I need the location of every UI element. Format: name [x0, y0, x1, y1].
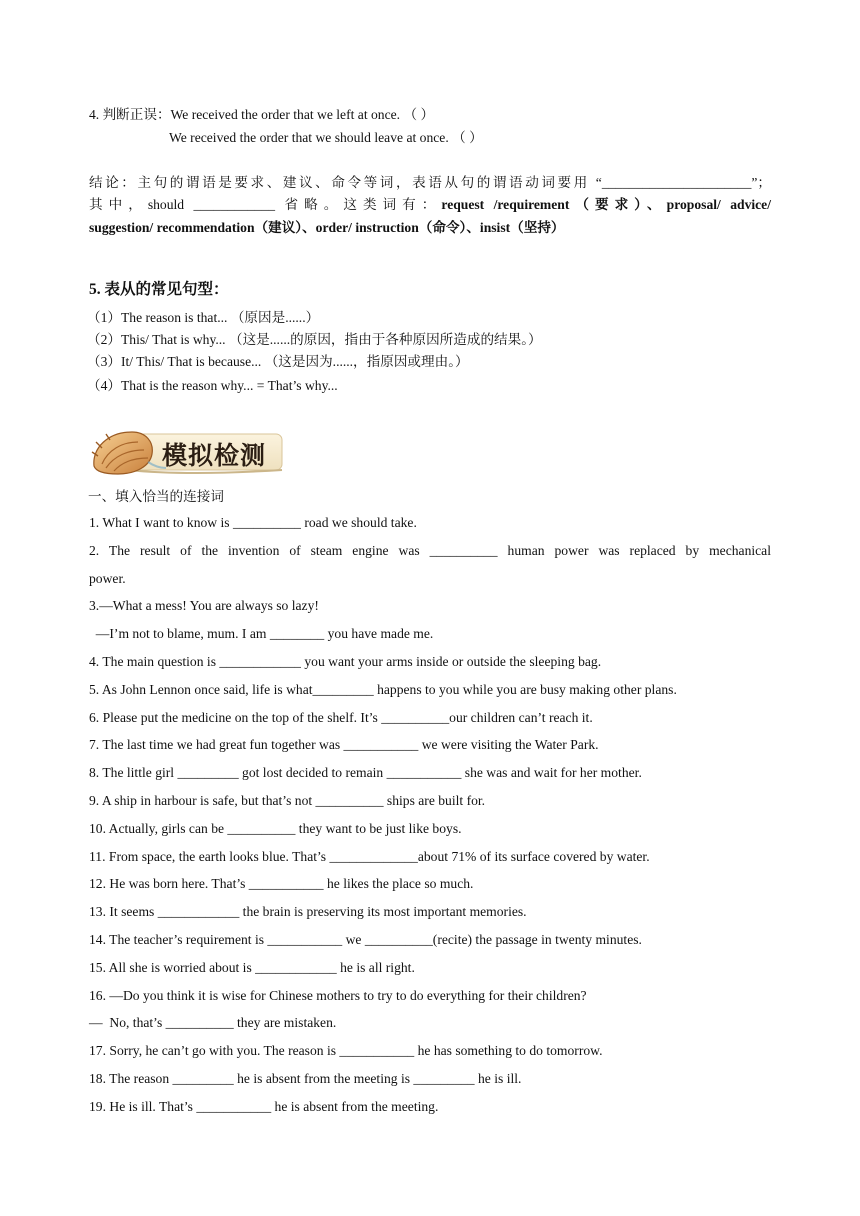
- conclusion-line-2-text: 其中，should ____________ 省略。这类词有：: [89, 197, 442, 212]
- exercise-line: 16. —Do you think it is wise for Chinese mothers to try to do everything for their children?: [89, 988, 587, 1003]
- conclusion-line-2: [89, 196, 771, 214]
- exercise-line: 12. He was born here. That’s ___________ he likes the place so much.: [89, 876, 474, 891]
- exercise-line: 14. The teacher’s requirement is ___________ we __________(recite) the passage in twenty minutes.: [89, 932, 642, 947]
- pattern-item: （1）The reason is that... （原因是......）: [87, 310, 320, 325]
- conclusion-keywords-1: request /requirement（要求）、proposal/ advice/: [441, 197, 771, 212]
- q4-line-2: We received the order that we should leave at once. （ ）: [169, 130, 483, 145]
- pattern-item: （2）This/ That is why... （这是......的原因，指由于各种原因所造成的结果。）: [87, 332, 542, 347]
- exercise-line: power.: [89, 571, 126, 586]
- exercise-line: 3.—What a mess! You are always so lazy!: [89, 598, 319, 613]
- exercise-line: 17. Sorry, he can’t go with you. The reason is ___________ he has something to do tomorrow.: [89, 1043, 603, 1058]
- exercise-line: 15. All she is worried about is ____________ he is all right.: [89, 960, 415, 975]
- exercise-title: 一、填入恰当的连接词: [88, 489, 224, 504]
- exercise-line: 1. What I want to know is __________ road we should take.: [89, 515, 417, 530]
- pattern-item: （4）That is the reason why... = That’s why...: [87, 378, 338, 393]
- exercise-line: 19. He is ill. That’s ___________ he is absent from the meeting.: [89, 1099, 439, 1114]
- q4-line-1: 4. 判断正误：We received the order that we left at once. （ ）: [89, 107, 435, 122]
- exercise-line: 2. The result of the invention of steam engine was __________ human power was replaced by mechanical: [89, 543, 771, 558]
- exercise-line: 13. It seems ____________ the brain is preserving its most important memories.: [89, 904, 527, 919]
- exercise-line: 7. The last time we had great fun together was ___________ we were visiting the Water Park.: [89, 737, 599, 752]
- exercise-line: — No, that’s __________ they are mistaken.: [89, 1015, 337, 1030]
- exercise-line: 4. The main question is ____________ you want your arms inside or outside the sleeping bag.: [89, 654, 602, 669]
- exercise-line: 5. As John Lennon once said, life is what_________ happens to you while you are busy making other plans.: [89, 682, 677, 697]
- practice-banner: [88, 426, 288, 480]
- section-5-heading: 5. 表从的常见句型：: [89, 281, 229, 298]
- conclusion-line-1: 结论：主句的谓语是要求、建议、命令等词，表语从句的谓语动词要用 “______________________”；: [89, 175, 771, 190]
- exercise-line: —I’m not to blame, mum. I am ________ you have made me.: [89, 626, 434, 641]
- exercise-line: 6. Please put the medicine on the top of the shelf. It’s __________our children can’t reach it.: [89, 710, 593, 725]
- exercise-line: 18. The reason _________ he is absent from the meeting is _________ he is ill.: [89, 1071, 522, 1086]
- exercise-line: 9. A ship in harbour is safe, but that’s not __________ ships are built for.: [89, 793, 486, 808]
- banner-title: 模拟检测: [162, 441, 267, 470]
- conclusion-keywords-2: suggestion/ recommendation（建议）、order/ instruction（命令）、insist（坚持）: [89, 220, 565, 235]
- exercise-line: 10. Actually, girls can be __________ they want to be just like boys.: [89, 821, 462, 836]
- pattern-item: （3）It/ This/ That is because... （这是因为......，指原因或理由。）: [87, 354, 469, 369]
- exercise-line: 8. The little girl _________ got lost decided to remain ___________ she was and wait for her mother.: [89, 765, 642, 780]
- exercise-line: 11. From space, the earth looks blue. That’s _____________about 71% of its surface covered by water.: [89, 849, 650, 864]
